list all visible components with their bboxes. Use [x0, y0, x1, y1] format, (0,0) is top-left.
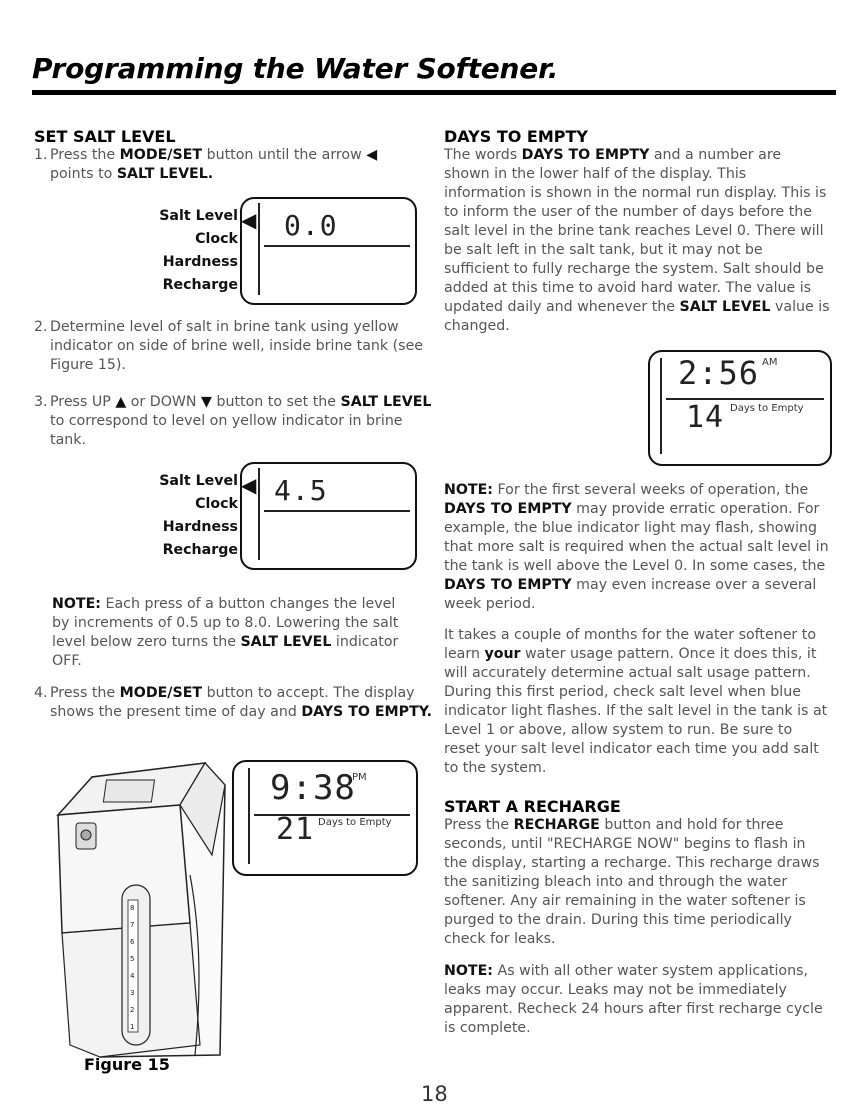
days-value: 21 [276, 812, 315, 847]
days-to-empty-label: Days to Empty [730, 403, 804, 414]
usage-paragraph: It takes a couple of months for the water softener to learn your water usage pattern. Once it does this, it will accurately determine actual salt usage pattern. During this first period, check salt level when blue indicator light flashes. If the salt level in the tank is at Level 1 or above, allow system to run. Be sure to reset your salt level indicator each time you add salt to the system. [444, 627, 828, 776]
lcd-display-3 [232, 760, 418, 876]
arrow-left-icon: ◀ [366, 147, 378, 163]
page-title: Programming the Water Softener. [32, 52, 559, 85]
ampm-indicator: AM [762, 357, 778, 368]
up-arrow-icon: ▲ [115, 394, 127, 410]
salt-note: NOTE: Each press of a button changes the level by increments of 0.5 up to 8.0. Lowering the salt level below zero turns the SALT LEVEL indicator OFF. [52, 596, 399, 669]
display-labels-2: Salt Level Clock Hardness Recharge [159, 473, 238, 558]
recharge-heading: START A RECHARGE [444, 797, 621, 816]
tank-scale-tick: 3 [130, 989, 135, 997]
clock-value: 9:38 [270, 768, 356, 808]
tank-scale-tick: 4 [130, 972, 135, 980]
days-value: 14 [686, 400, 725, 435]
step-4: 4. Press the MODE/SET button to accept. The display shows the present time of day and DAYS TO EMPTY. [34, 685, 433, 720]
tank-scale-tick: 1 [130, 1023, 135, 1031]
down-arrow-icon: ▼ [201, 394, 212, 410]
step-2: 2. Determine level of salt in brine tank using yellow indicator on side of brine well, inside brine tank (see Figure 15). [34, 319, 424, 373]
tank-scale-tick: 5 [130, 955, 135, 963]
days-to-empty-heading: DAYS TO EMPTY [444, 127, 588, 146]
tank-scale-tick: 8 [130, 904, 135, 912]
days-to-empty-text: The words DAYS TO EMPTY and a number are shown in the lower half of the display. This information is shown in the normal run display. This is to inform the user of the number of days before the salt level in the brine tank reaches Level 0. There will be salt left in the salt tank, but it may not be sufficient to fully recharge the system. Salt should be added at this time to avoid hard water. The value is updated daily and whenever the SALT LEVEL value is changed. [444, 147, 830, 334]
ampm-indicator: PM [352, 772, 367, 783]
title-rule [32, 90, 836, 95]
page-number: 18 [421, 1082, 448, 1106]
display-labels-1: Salt Level Clock Hardness Recharge [159, 208, 238, 293]
lcd-display-2 [240, 462, 417, 570]
recharge-note: NOTE: As with all other water system applications, leaks may occur. Leaks may not be immediately apparent. Recheck 24 hours after first recharge cycle is complete. [444, 963, 823, 1036]
step-3: 3. Press UP ▲ or DOWN ▼ button to set the SALT LEVEL to correspond to level on yellow indicator in brine tank. [34, 394, 432, 448]
salt-level-value: 0.0 [284, 209, 338, 242]
lcd-display-1 [240, 197, 417, 305]
tank-scale-tick: 6 [130, 938, 135, 946]
tank-scale-tick: 7 [130, 921, 135, 929]
water-softener-illustration [40, 755, 240, 1063]
step-1: 1. Press the MODE/SET button until the arrow ◀ points to SALT LEVEL. [34, 147, 378, 182]
salt-level-value: 4.5 [274, 474, 328, 507]
lcd-display-4 [648, 350, 832, 466]
days-note: NOTE: For the first several weeks of operation, the DAYS TO EMPTY may provide erratic operation. For example, the blue indicator light may flash, showing that more salt is required when the actual salt level in the tank is well above the Level 0. In some cases, the DAYS TO EMPTY may even increase over a several week period. [444, 482, 829, 612]
arrow-left-icon: ◀ [241, 473, 257, 497]
arrow-left-icon: ◀ [241, 208, 257, 232]
recharge-text: Press the RECHARGE button and hold for three seconds, until "RECHARGE NOW" begins to flash in the display, starting a recharge. This recharge draws the sanitizing bleach into and through the water softener. Any air remaining in the water softener is purged to the drain. During this time periodically check for leaks. [444, 817, 820, 947]
figure-caption: Figure 15 [84, 1055, 170, 1074]
clock-value: 2:56 [678, 354, 760, 392]
days-to-empty-label: Days to Empty [318, 817, 392, 828]
set-salt-heading: SET SALT LEVEL [34, 127, 176, 146]
tank-scale-tick: 2 [130, 1006, 135, 1014]
